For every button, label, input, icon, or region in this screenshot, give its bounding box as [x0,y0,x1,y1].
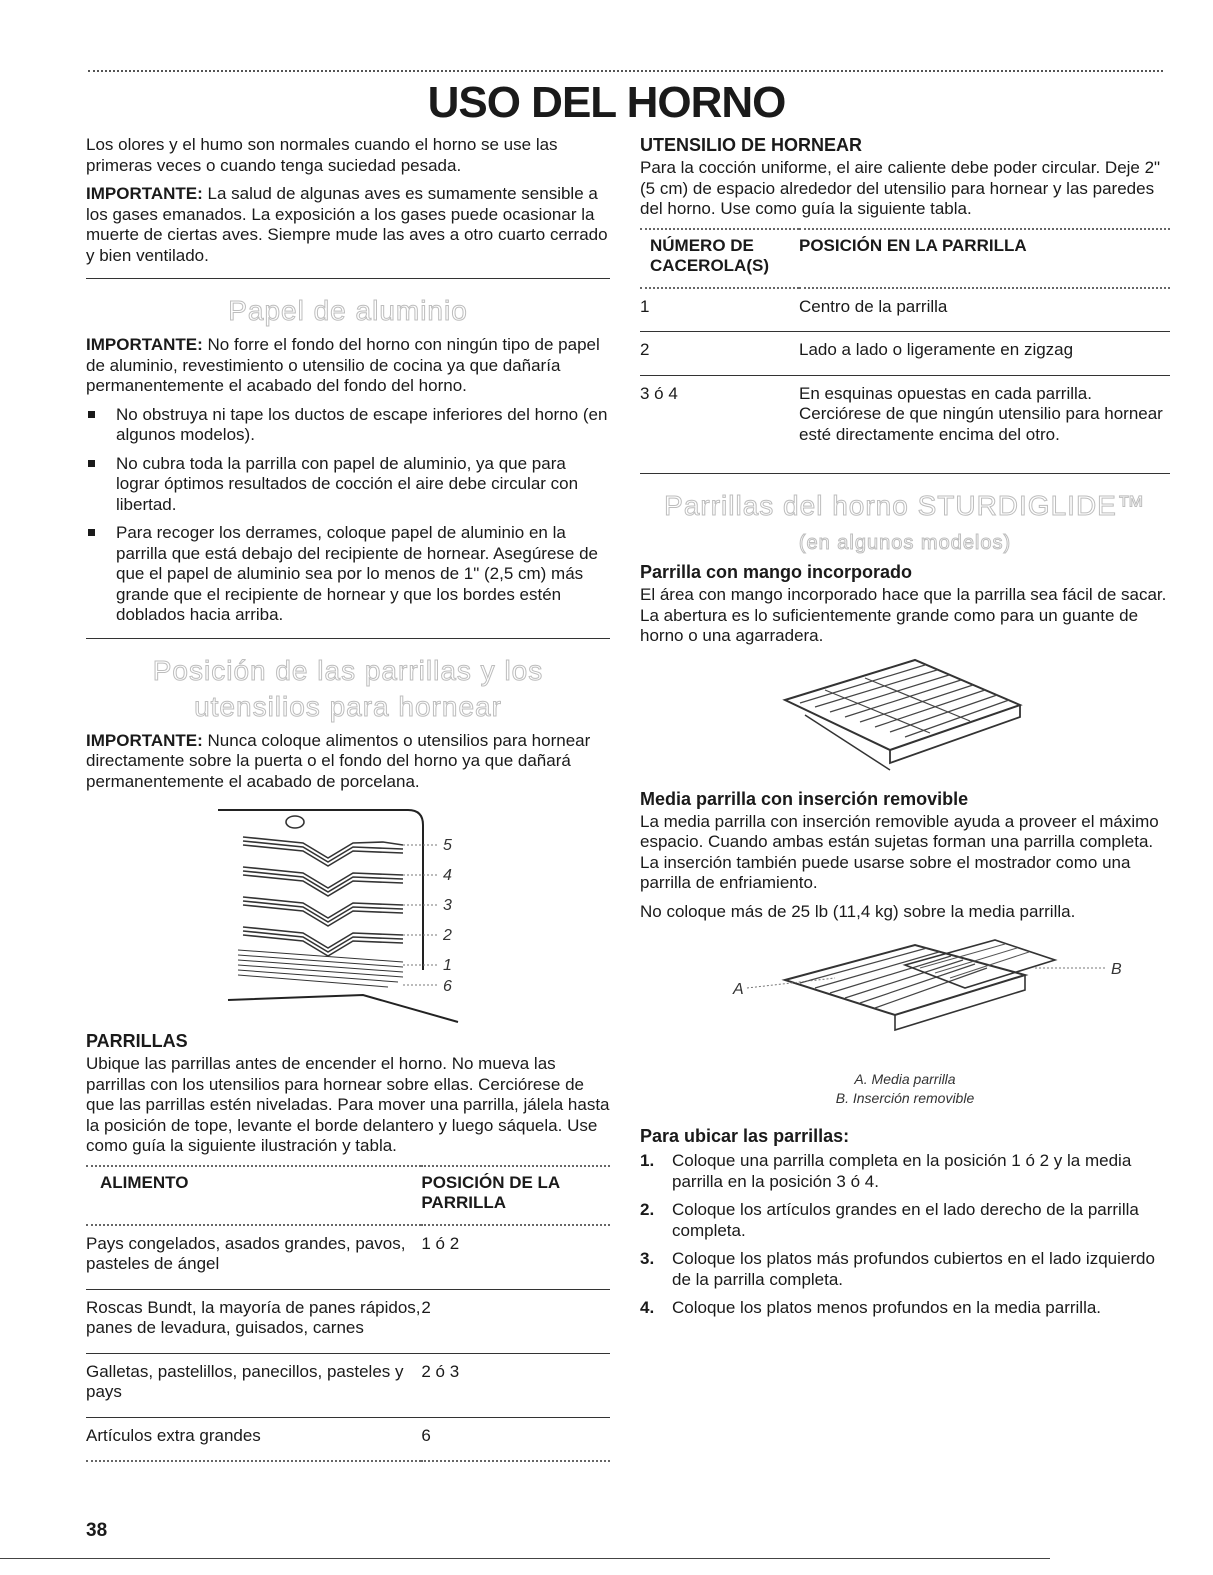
list-item [640,1298,1170,1319]
table-cell: 2 [640,332,799,376]
half-rack-text: La media parrilla con inserción removible ayuda a proveer el máximo espacio. Cuando ambas están sujetas forman una parrilla completa. La inserción también puede usarse sobre el mostrador como una parrilla de enfriamiento. [640,811,1159,892]
table-cell: Galletas, pastelillos, panecillos, pasteles y pays [86,1353,421,1417]
right-column [640,135,1170,1327]
rack-label-5: 5 [443,837,452,854]
step-number: 3. [640,1249,655,1268]
foil-important-text: No forre el fondo del horno con ningún tipo de papel de aluminio, revestimiento o utensilio de cocina ya que dañaría permanentemente el acabado del fondo del horno. [86,335,600,395]
step-number: 2. [640,1200,655,1219]
table-row [86,1417,610,1461]
racks-text: Ubique las parrillas antes de encender el horno. No mueva las parrillas con los utensilios para hornear sobre ellas. Cerciórese de que las parrillas estén niveladas. Para mover una parrilla, jálela hasta la posición de tope, levante el borde delantero y luego sáquela. Use como guía la siguiente ilustración y tabla. [86,1054,610,1155]
table-cell: 3 ó 4 [640,383,678,403]
racks-heading: PARRILLAS [86,1031,188,1051]
rack-positions-illustration [198,800,498,1025]
step-text: Coloque los platos menos profundos en la media parrilla. [672,1298,1102,1317]
table-header: NÚMERO DE CACEROLA(S) [640,229,799,288]
table-row [86,1289,610,1353]
important-label: IMPORTANTE: [86,335,203,354]
half-rack-note: No coloque más de 25 lb (11,4 kg) sobre la media parrilla. [640,901,1076,921]
rack-label-4: 4 [443,867,452,884]
step-text: Coloque los artículos grandes en el lado derecho de la parrilla completa. [672,1200,1139,1240]
list-item [640,1151,1170,1192]
rack-label-2: 2 [443,927,452,944]
intro-important [86,184,610,266]
position-important [86,731,610,793]
half-rack-title: Media parrilla con inserción removible [640,788,969,809]
page-title: USO DEL HORNO [427,78,786,127]
divider [86,278,610,279]
table-cell: Lado a lado o ligeramente en zigzag [799,332,1170,376]
divider [640,473,1170,474]
label-b: B [1111,961,1122,978]
intro-text: Los olores y el humo son normales cuando el horno se use las primeras veces o cuando tenga suciedad pesada. [86,135,558,175]
table-row [640,375,1170,459]
rack-label-3: 3 [443,897,452,914]
position-important-text: Nunca coloque alimentos o utensilios para hornear directamente sobre la puerta o el fondo del horno ya que dañará permanentemente el acabado de porcelana. [86,730,591,791]
step-number: 4. [640,1298,655,1317]
top-dotted-rule [88,70,1163,72]
table-cell: 2 ó 3 [421,1353,610,1417]
step-text: Coloque los platos más profundos cubiertos en el lado izquierdo de la parrilla completa. [672,1249,1155,1289]
list-item: No cubra toda la parrilla con papel de aluminio, ya que para lograr óptimos resultados de cocción el aire debe circular con libertad. [86,454,610,516]
table-cell: 1 ó 2 [421,1225,610,1290]
important-label: IMPORTANTE: [86,184,203,203]
handle-rack-title: Parrilla con mango incorporado [640,562,913,582]
list-item [640,1249,1170,1290]
placement-steps [640,1151,1170,1319]
full-rack-illustration [765,655,1045,775]
table-cell: Artículos extra grandes [86,1417,421,1461]
sturdiglide-subheading: (en algunos modelos) [798,532,1012,554]
rack-label-1: 1 [443,957,452,974]
intro-important-text: La salud de algunas aves es sumamente sensible a los gases emanados. La exposición a los gases puede ocasionar la muerte de ciertas aves. Siempre mude las aves a otro cuarto cerrado y bien ventilado. [86,184,608,265]
position-heading: Posición de las parrillas y los utensilios para hornear [152,654,544,722]
foil-heading: Papel de aluminio [228,295,468,326]
sturdiglide-heading: Parrillas del horno STURDIGLIDE™ [664,490,1146,521]
table-cell: 2 [421,1289,610,1353]
table-row [640,288,1170,332]
table-row [86,1353,610,1417]
caption-b: B. Inserción removible [835,1090,975,1106]
bakeware-table [640,228,1170,460]
table-header: POSICIÓN DE LA PARRILLA [421,1166,610,1225]
list-item [640,1200,1170,1241]
foil-bullets [86,405,610,626]
half-rack-illustration [675,930,1135,1070]
step-number: 1. [640,1151,655,1170]
table-cell: Roscas Bundt, la mayoría de panes rápidos, panes de levadura, guisados, carnes [86,1289,421,1353]
handle-rack-text: El área con mango incorporado hace que la parrilla sea fácil de sacar. La abertura es lo suficientemente grande como para un guante de horno o una agarradera. [640,585,1167,645]
caption-a: A. Media parrilla [854,1071,956,1087]
label-a: A [733,981,744,998]
left-column [86,135,610,1462]
step-text: Coloque una parrilla completa en la posición 1 ó 2 y la media parrilla en la posición 3 ó 4. [672,1151,1132,1191]
table-cell: 6 [421,1417,610,1461]
table-row [86,1225,610,1290]
bakeware-text: Para la cocción uniforme, el aire caliente debe poder circular. Deje 2" (5 cm) de espacio alrededor del utensilio para hornear y las paredes del horno. Use como guía la siguiente tabla. [640,158,1161,218]
table-header: ALIMENTO [86,1166,421,1225]
placement-title: Para ubicar las parrillas: [640,1126,850,1146]
important-label: IMPORTANTE: [86,730,203,750]
table-header: POSICIÓN EN LA PARRILLA [799,229,1170,288]
foil-important [86,335,610,397]
list-item: Para recoger los derrames, coloque papel de aluminio en la parrilla que está debajo del recipiente de hornear. Asegúrese de que el papel de aluminio sea por lo menos de 1" (2,5 cm) más grande que el recipiente de hornear y que los bordes estén doblados hacia arriba. [86,523,610,626]
table-cell: Pays congelados, asados grandes, pavos, pasteles de ángel [86,1225,421,1290]
rack-label-6: 6 [443,978,452,995]
bottom-rule [0,1558,1050,1559]
table-cell: 1 [640,288,799,332]
food-rack-table [86,1165,610,1463]
table-cell: En esquinas opuestas en cada parrilla. Cerciórese de que ningún utensilio para hornear esté directamente encima del otro. [799,383,1163,444]
page-number: 38 [86,1520,108,1541]
table-row [640,332,1170,376]
list-item: No obstruya ni tape los ductos de escape inferiores del horno (en algunos modelos). [86,405,610,446]
table-cell: Centro de la parrilla [799,288,1170,332]
divider [86,638,610,639]
bakeware-heading: UTENSILIO DE HORNEAR [640,135,863,155]
